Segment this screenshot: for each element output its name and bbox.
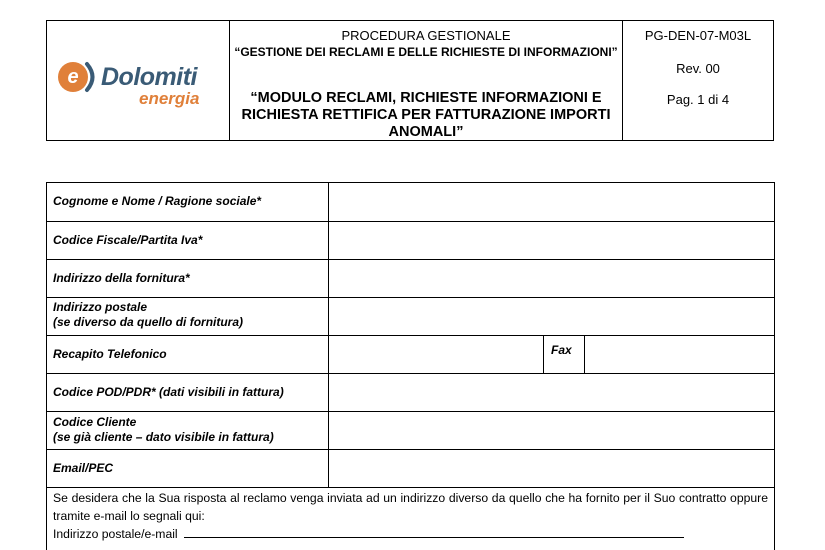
field-label-fax: Fax [551, 343, 572, 357]
procedure-heading: PROCEDURA GESTIONALE [341, 28, 511, 43]
alternate-address-label: Indirizzo postale/e-mail [53, 527, 178, 541]
svg-text:e: e [67, 66, 79, 88]
customer-code-field[interactable] [330, 413, 773, 448]
document-meta-cell [623, 21, 773, 140]
document-code: PG-DEN-07-M03L [644, 28, 752, 43]
brand-subname: energia [139, 89, 200, 108]
row-divider [46, 487, 775, 488]
dolomiti-energia-logo-icon [54, 53, 102, 101]
management-heading: “GESTIONE DEI RECLAMI E DELLE RICHIESTE DI INFORMAZIONI” [234, 45, 618, 59]
email-field[interactable] [330, 451, 773, 486]
fax-divider-right [584, 335, 585, 374]
row-divider [46, 221, 775, 222]
form-border-top [46, 182, 775, 183]
column-divider [328, 182, 329, 488]
row-divider [46, 259, 775, 260]
field-label-email: Email/PEC [53, 461, 114, 475]
row-divider [46, 335, 775, 336]
document-header [46, 20, 774, 141]
field-label-pod-pdr: Codice POD/PDR* (dati visibili in fattura) [53, 385, 284, 399]
title-cell [230, 21, 623, 140]
field-label-name: Cognome e Nome / Ragione sociale* [53, 194, 262, 208]
customer-data-form [46, 182, 775, 550]
pod-pdr-field[interactable] [330, 375, 773, 410]
row-divider [46, 449, 775, 450]
form-title: “MODULO RECLAMI, RICHIESTE INFORMAZIONI E RICHIESTA RETTIFICA PER FATTURAZIONE IMPORTI ANOMALI” [241, 90, 611, 140]
page-number: Pag. 1 di 4 [666, 92, 730, 107]
name-field[interactable] [330, 184, 773, 220]
form-border-left [46, 182, 47, 550]
row-divider [46, 373, 775, 374]
field-label-supply-address: Indirizzo della fornitura* [53, 271, 190, 285]
supply-address-field[interactable] [330, 261, 773, 296]
revision-number: Rev. 00 [676, 61, 720, 76]
logo-cell [47, 21, 230, 140]
tax-code-field[interactable] [330, 223, 773, 258]
fax-divider-left [543, 335, 544, 374]
row-divider [46, 297, 775, 298]
row-divider [46, 411, 775, 412]
field-label-customer-code: Codice Cliente (se già cliente – dato visibile in fattura) [53, 415, 274, 444]
form-border-right [774, 182, 775, 550]
field-label-phone: Recapito Telefonico [53, 347, 167, 361]
brand-name: Dolomiti [101, 63, 197, 91]
field-label-postal-address: Indirizzo postale (se diverso da quello di fornitura) [53, 300, 244, 329]
alternate-address-note: Se desidera che la Sua risposta al reclamo venga inviata ad un indirizzo diverso da quello che ha fornito per il Suo contratto oppure tramite e-mail lo segnali qui: [53, 491, 768, 523]
postal-address-field[interactable] [330, 299, 773, 334]
fax-field[interactable] [586, 337, 773, 372]
alternate-address-input[interactable] [184, 525, 684, 538]
field-label-tax-code: Codice Fiscale/Partita Iva* [53, 233, 203, 247]
phone-field[interactable] [330, 337, 542, 372]
alternate-address-row [53, 525, 684, 543]
